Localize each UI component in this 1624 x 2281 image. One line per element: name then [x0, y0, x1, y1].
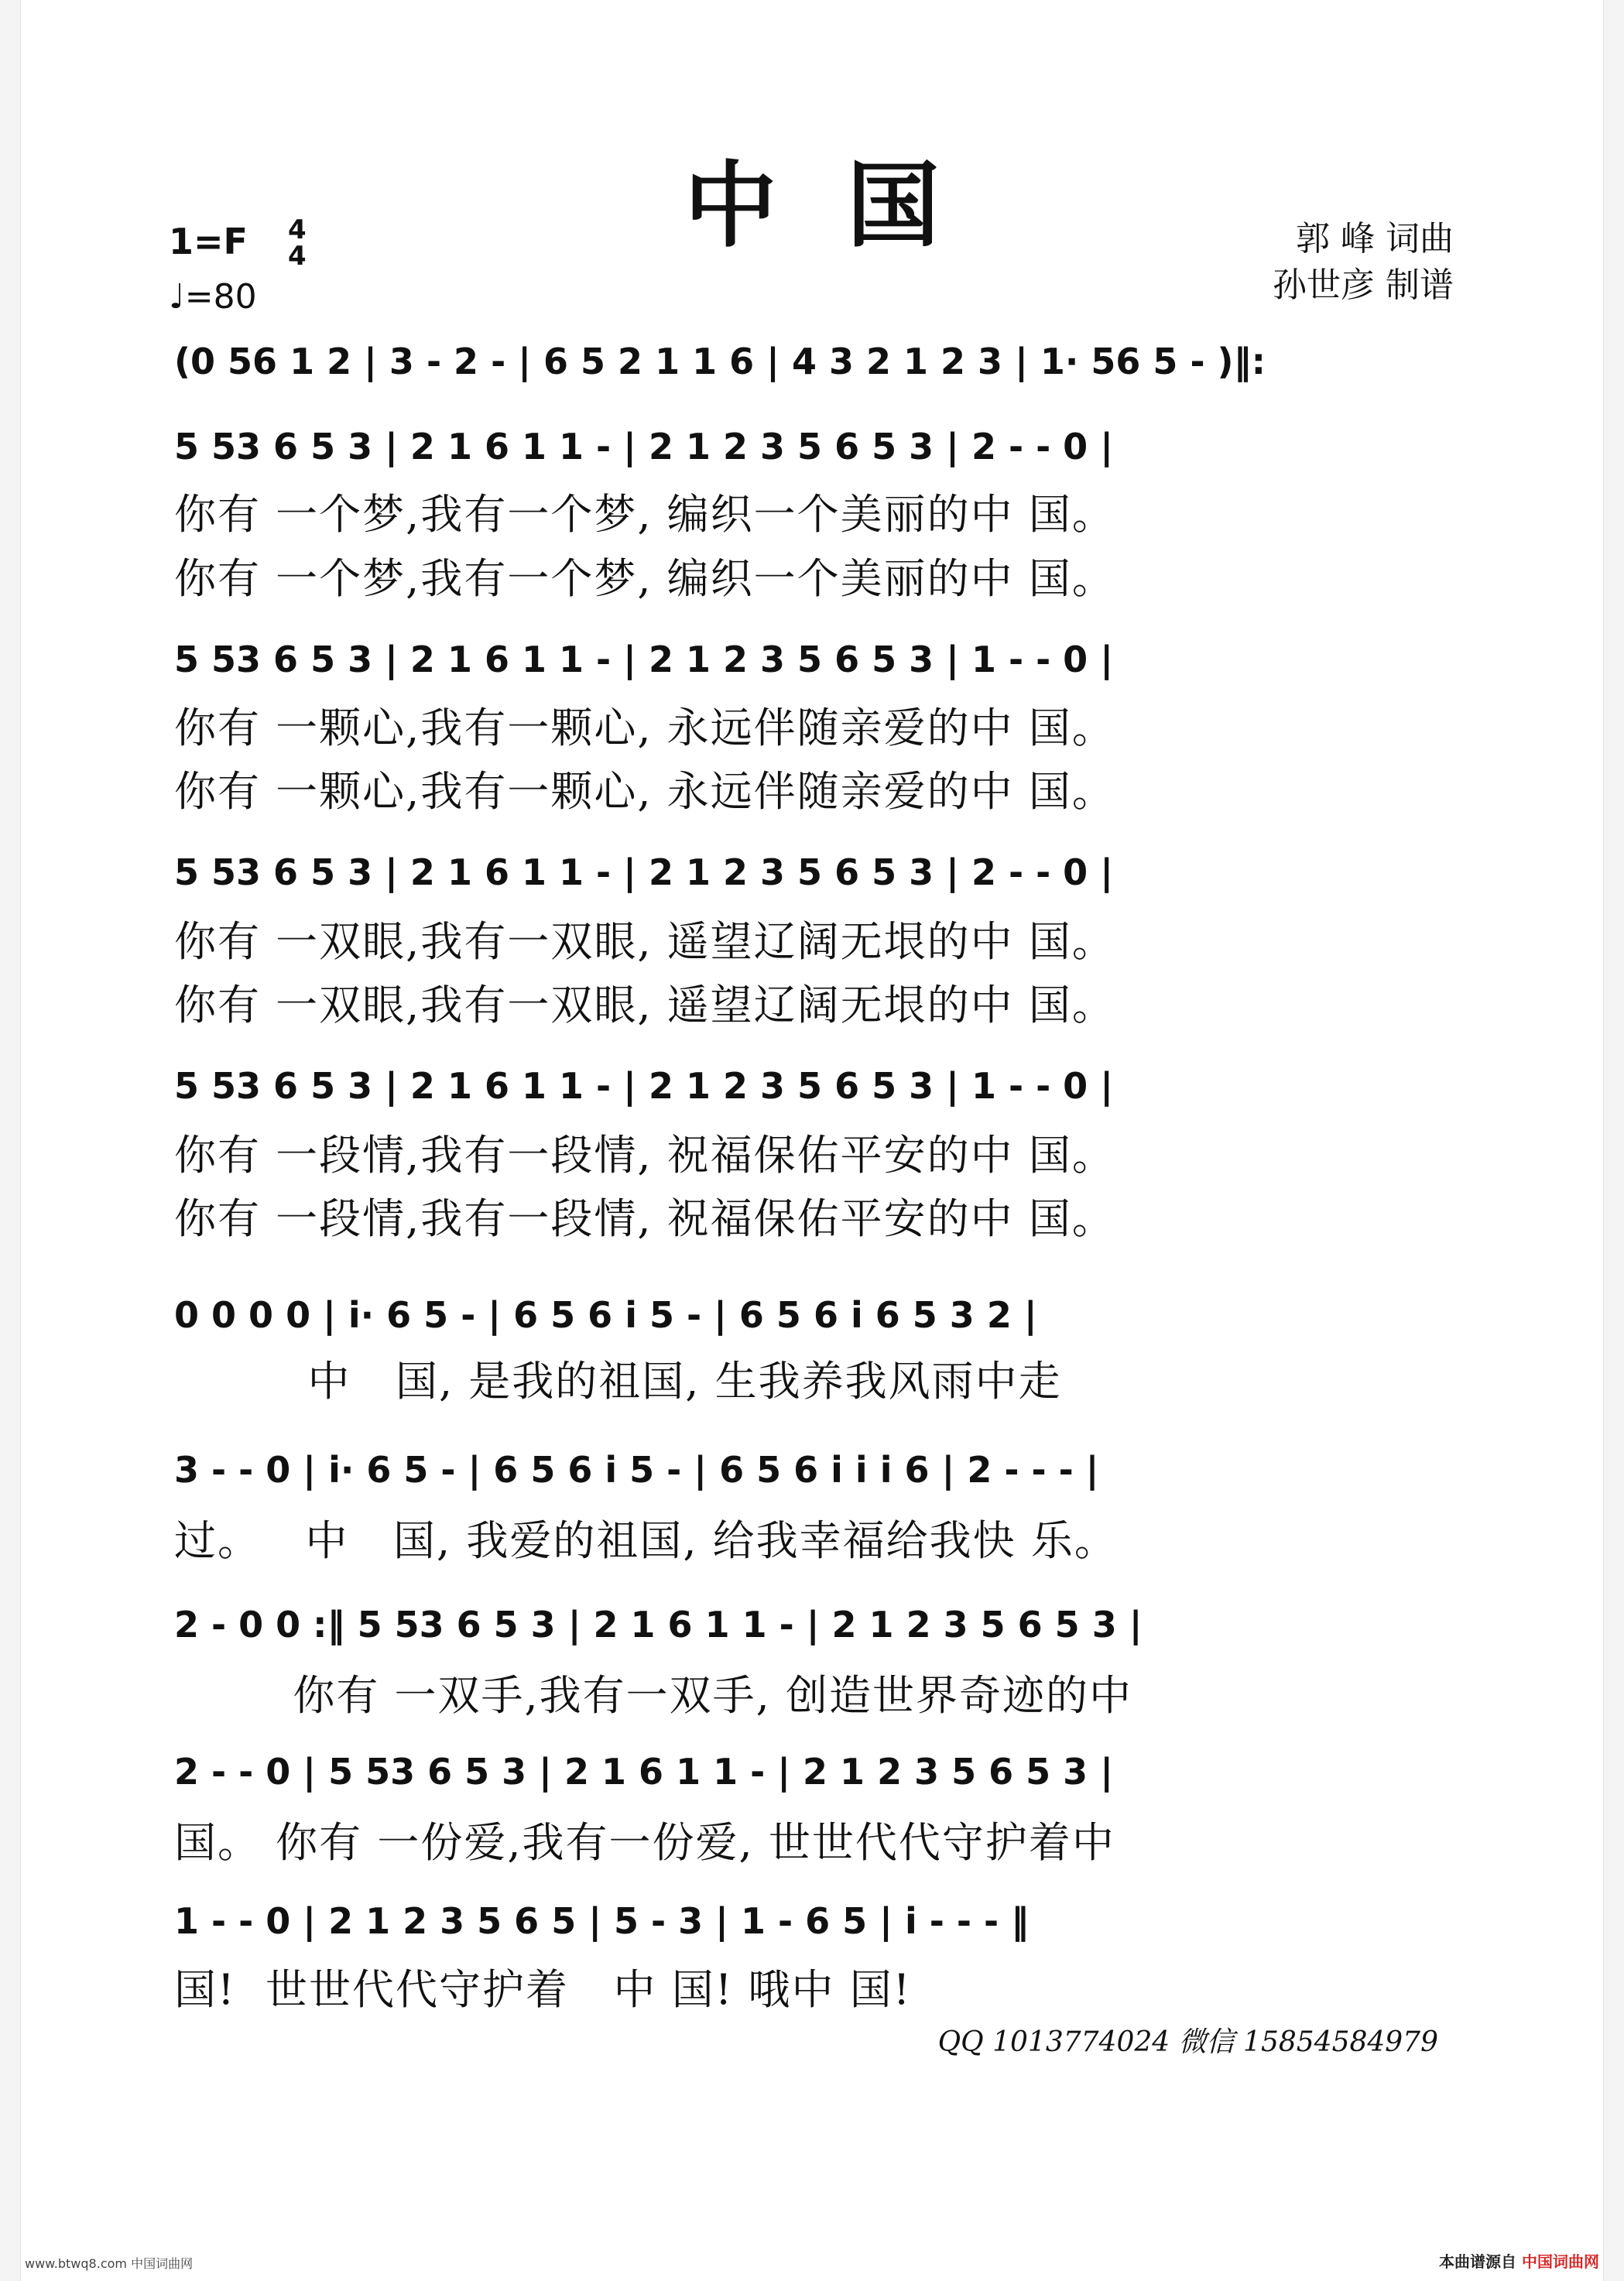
lyric-row-4a: 你有 一段情,我有一段情, 祝福保佑平安的中 国。	[174, 1131, 1115, 1180]
lyric-row-3a: 你有 一双眼,我有一双眼, 遥望辽阔无垠的中 国。	[174, 917, 1115, 966]
composer-credit: 郭 峰 词曲	[1296, 219, 1454, 259]
notation-row-5: 0 0 0 0 | i· 6 5 - | 6 5 6 i 5 - | 6 5 6 i 6 5 3 2 |	[174, 1294, 1037, 1336]
source-credit	[1439, 2249, 1599, 2272]
notation-row-intro: (0 56 1 2 | 3 - 2 - | 6 5 2 1 1 6 | 4 3 2 1 2 3 | 1· 56 5 - )‖:	[174, 341, 1266, 382]
song-title: 中国	[684, 151, 1009, 260]
lyric-row-3b: 你有 一双眼,我有一双眼, 遥望辽阔无垠的中 国。	[174, 981, 1115, 1029]
lyric-row-2b: 你有 一颗心,我有一颗心, 永远伴随亲爱的中 国。	[174, 767, 1115, 816]
notation-row-2: 5 53 6 5 3 | 2 1 6 1 1 - | 2 1 2 3 5 6 5 3 | 1 - - 0 |	[174, 639, 1114, 680]
notation-row-9: 1 - - 0 | 2 1 2 3 5 6 5 | 5 - 3 | 1 - 6 5 | i - - - ‖	[174, 1900, 1030, 1942]
time-signature-top: 4	[288, 214, 307, 245]
lyric-row-9: 国! 世世代代守护着 中 国! 哦中 国!	[174, 1965, 912, 2014]
notation-row-1: 5 53 6 5 3 | 2 1 6 1 1 - | 2 1 2 3 5 6 5 3 | 2 - - 0 |	[174, 426, 1114, 468]
time-signature	[288, 214, 307, 272]
source-credit-label: 本曲谱源自	[1439, 2252, 1517, 2271]
notation-row-7: 2 - 0 0 :‖ 5 53 6 5 3 | 2 1 6 1 1 - | 2 1 2 3 5 6 5 3 |	[174, 1604, 1143, 1646]
left-watermark-border	[0, 0, 21, 2281]
notation-row-8: 2 - - 0 | 5 53 6 5 3 | 2 1 6 1 1 - | 2 1 2 3 5 6 5 3 |	[174, 1751, 1114, 1793]
lyric-row-1a: 你有 一个梦,我有一个梦, 编织一个美丽的中 国。	[174, 490, 1115, 539]
lyric-row-4b: 你有 一段情,我有一段情, 祝福保佑平安的中 国。	[174, 1194, 1115, 1243]
lyric-row-5: 中 国, 是我的祖国, 生我养我风雨中走	[174, 1357, 1062, 1406]
source-brand[interactable]: 中国词曲网	[1522, 2252, 1599, 2271]
notation-row-6: 3 - - 0 | i· 6 5 - | 6 5 6 i 5 - | 6 5 6 i i i 6 | 2 - - - |	[174, 1449, 1099, 1491]
lyric-row-7: 你有 一双手,我有一双手, 创造世界奇迹的中	[174, 1671, 1132, 1720]
arranger-credit: 孙世彦 制谱	[1273, 265, 1454, 305]
lyric-row-8: 国。 你有 一份爱,我有一份爱, 世世代代守护着中	[174, 1818, 1115, 1867]
source-url[interactable]: www.btwq8.com 中国词曲网	[25, 2256, 194, 2271]
notation-row-3: 5 53 6 5 3 | 2 1 6 1 1 - | 2 1 2 3 5 6 5 3 | 2 - - 0 |	[174, 851, 1114, 893]
notation-row-4: 5 53 6 5 3 | 2 1 6 1 1 - | 2 1 2 3 5 6 5 3 | 1 - - 0 |	[174, 1065, 1114, 1107]
contact-info: QQ 1013774024 微信 15854584979	[937, 2026, 1438, 2058]
lyric-row-1b: 你有 一个梦,我有一个梦, 编织一个美丽的中 国。	[174, 554, 1115, 603]
right-watermark-border	[1603, 0, 1624, 2281]
lyric-row-2a: 你有 一颗心,我有一颗心, 永远伴随亲爱的中 国。	[174, 704, 1115, 752]
time-signature-bottom: 4	[288, 241, 307, 272]
tempo-marking: ♩=80	[169, 277, 257, 317]
key-signature: 1=F	[169, 221, 248, 262]
lyric-row-6: 过。 中 国, 我爱的祖国, 给我幸福给我快 乐。	[174, 1516, 1118, 1565]
